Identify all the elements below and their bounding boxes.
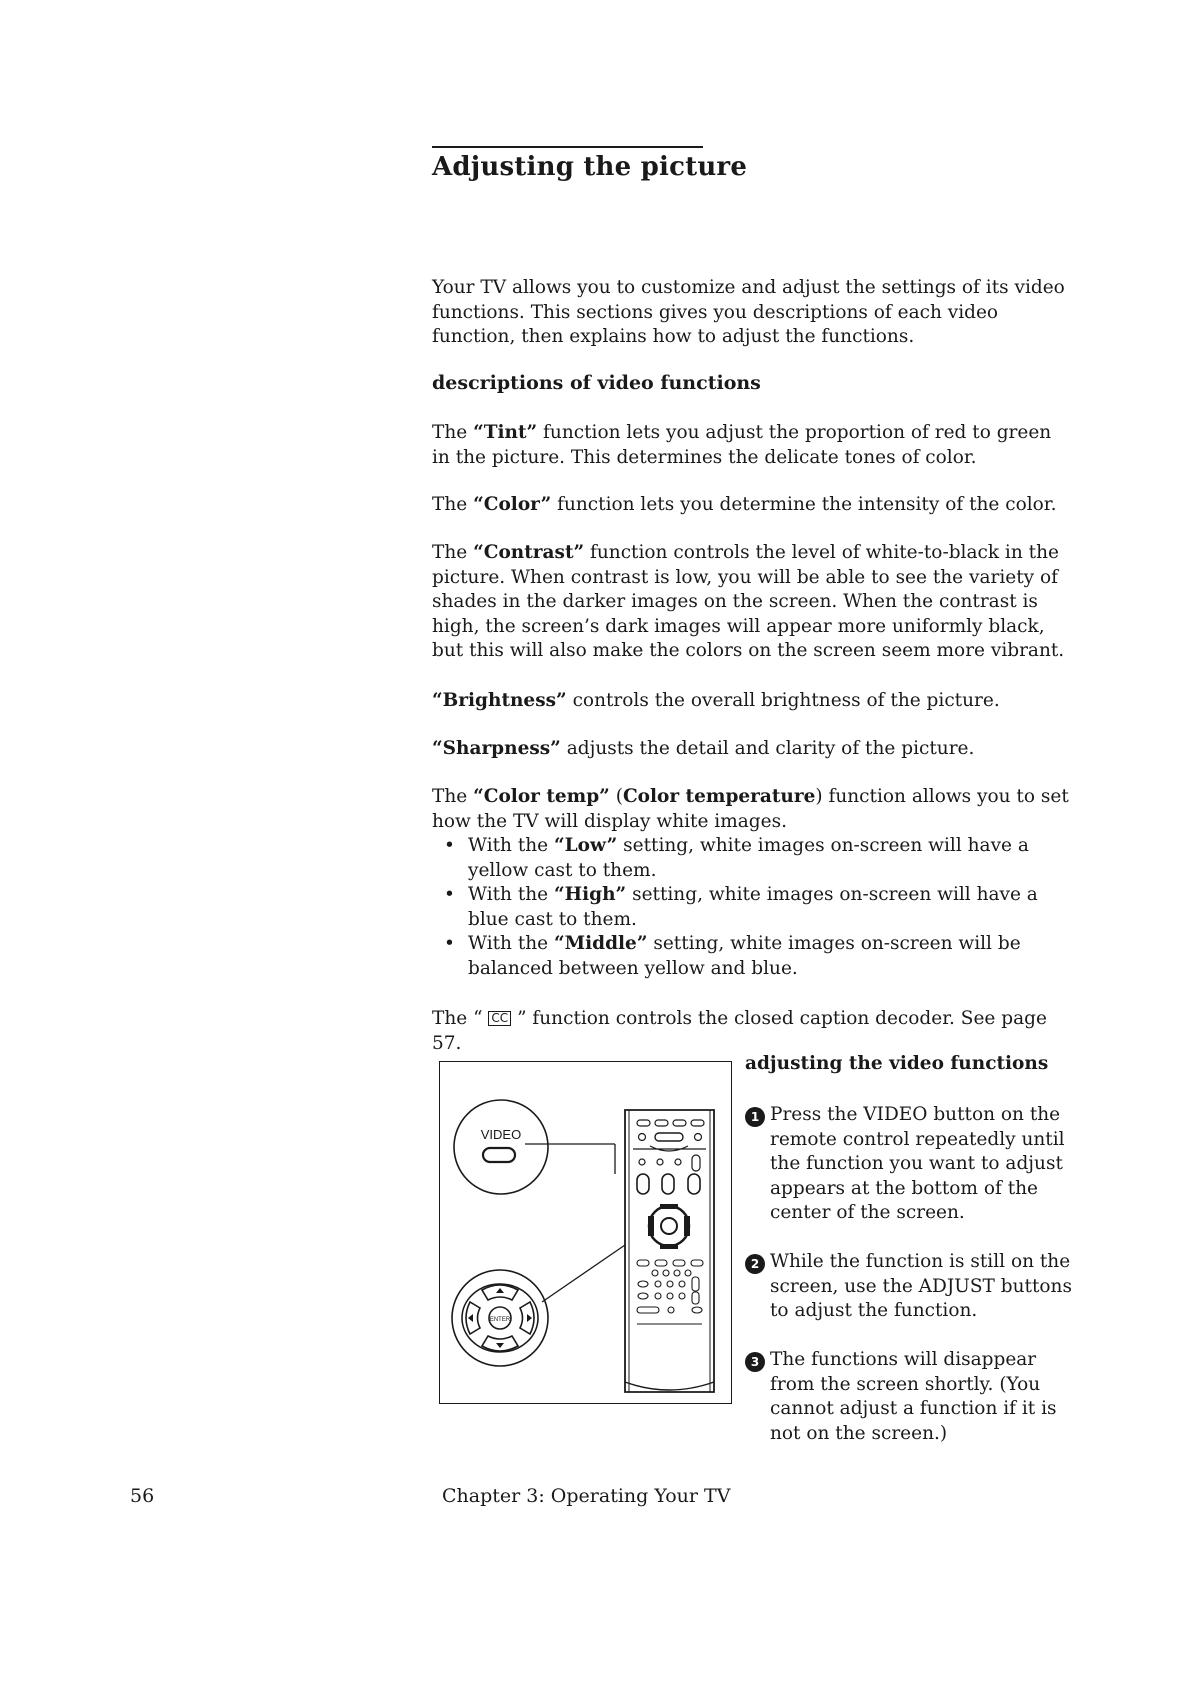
bullet-dot: • [444,835,455,856]
tint-pre: The [432,422,474,443]
bullet-dot: • [444,933,455,954]
contrast-post: function controls the level of white-to-black in the picture. When contrast is low, you will be able to see the variety of shades in the darker images on the screen. When the contrast is high, the screen’s dark images will appear more uniformly black, but this will also make the colors on the screen seem more vibrant. [432,542,1065,661]
color-post: function lets you determine the intensity of the color. [551,494,1057,515]
color-temp-pre: The [432,786,474,807]
step-text: Press the VIDEO button on the remote control repeatedly until the function you want to adjust appears at the bottom of the center of the screen. [770,1104,1065,1223]
color-paragraph [432,493,1072,518]
color-temp-term: “Color temp” [473,786,610,807]
adjust-heading: adjusting the video functions [745,1053,1049,1074]
video-callout [454,1100,548,1194]
color-pre: The [432,494,474,515]
list-item [432,883,1072,932]
contrast-paragraph [432,541,1072,664]
intro-paragraph [432,276,1072,350]
color-term: “Color” [473,494,552,515]
cc-icon: CC [488,1011,511,1026]
step-text: The functions will disappear from the screen shortly. (You cannot adjust a function if it is not on the screen.) [770,1349,1057,1444]
cc-paragraph [432,1007,1072,1056]
contrast-term: “Contrast” [473,542,585,563]
cc-pre: The “ [432,1008,489,1029]
cc-post: ” function controls the closed caption decoder. See page 57. [432,1008,1047,1054]
video-label: VIDEO [480,1127,522,1142]
brightness-paragraph [432,689,1072,714]
contrast-pre: The [432,542,474,563]
title-rule [432,146,703,148]
brightness-post: controls the overall brightness of the picture. [566,690,1000,711]
enter-label: ENTER [489,1317,511,1323]
color-temp-list [432,834,1072,981]
bullet-post: setting, white images on-screen will be balanced between yellow and blue. [468,933,1021,979]
list-item [432,932,1072,981]
step-number: 3 [745,1352,765,1372]
bullet-term: “High” [554,884,627,905]
intro-text: Your TV allows you to customize and adjust the settings of its video functions. This sections gives you descriptions of each video function, then explains how to adjust the functions. [432,277,1065,347]
bullet-term: “Middle” [554,933,648,954]
step-1 [745,1103,1075,1226]
descriptions-heading: descriptions of video functions [432,372,761,394]
remote-figure [439,1061,732,1404]
color-temp-term2: Color temperature [622,786,816,807]
bullet-dot: • [444,884,455,905]
bullet-term: “Low” [554,835,618,856]
page-title: Adjusting the picture [432,152,748,182]
bullet-post: setting, white images on-screen will have a yellow cast to them. [468,835,1029,881]
step-2 [745,1250,1075,1324]
sharpness-paragraph [432,737,1072,762]
step-number: 2 [745,1254,765,1274]
step-number: 1 [745,1107,765,1127]
brightness-term: “Brightness” [432,690,567,711]
bullet-post: setting, white images on-screen will have a blue cast to them. [468,884,1038,930]
tint-post: function lets you adjust the proportion of red to green in the picture. This determines the delicate tones of color. [432,422,1052,468]
page-number: 56 [130,1485,155,1507]
tint-paragraph [432,421,1072,470]
color-temp-paragraph [432,785,1072,981]
list-item [432,834,1072,883]
remote-illustration [440,1062,731,1403]
adjust-pad-callout [452,1270,548,1366]
step-text: While the function is still on the screen, use the ADJUST buttons to adjust the function. [770,1251,1072,1321]
remote-control [625,1110,714,1392]
bullet-pre: With the [468,933,555,954]
sharpness-term: “Sharpness” [432,738,561,759]
color-temp-post: ) function allows you to set how the TV will display white images. [432,786,1069,832]
tint-term: “Tint” [473,422,538,443]
step-3 [745,1348,1075,1446]
chapter-footer: Chapter 3: Operating Your TV [442,1485,731,1507]
sharpness-post: adjusts the detail and clarity of the picture. [560,738,975,759]
bullet-pre: With the [468,884,555,905]
color-temp-mid: ( [609,786,623,807]
bullet-pre: With the [468,835,555,856]
